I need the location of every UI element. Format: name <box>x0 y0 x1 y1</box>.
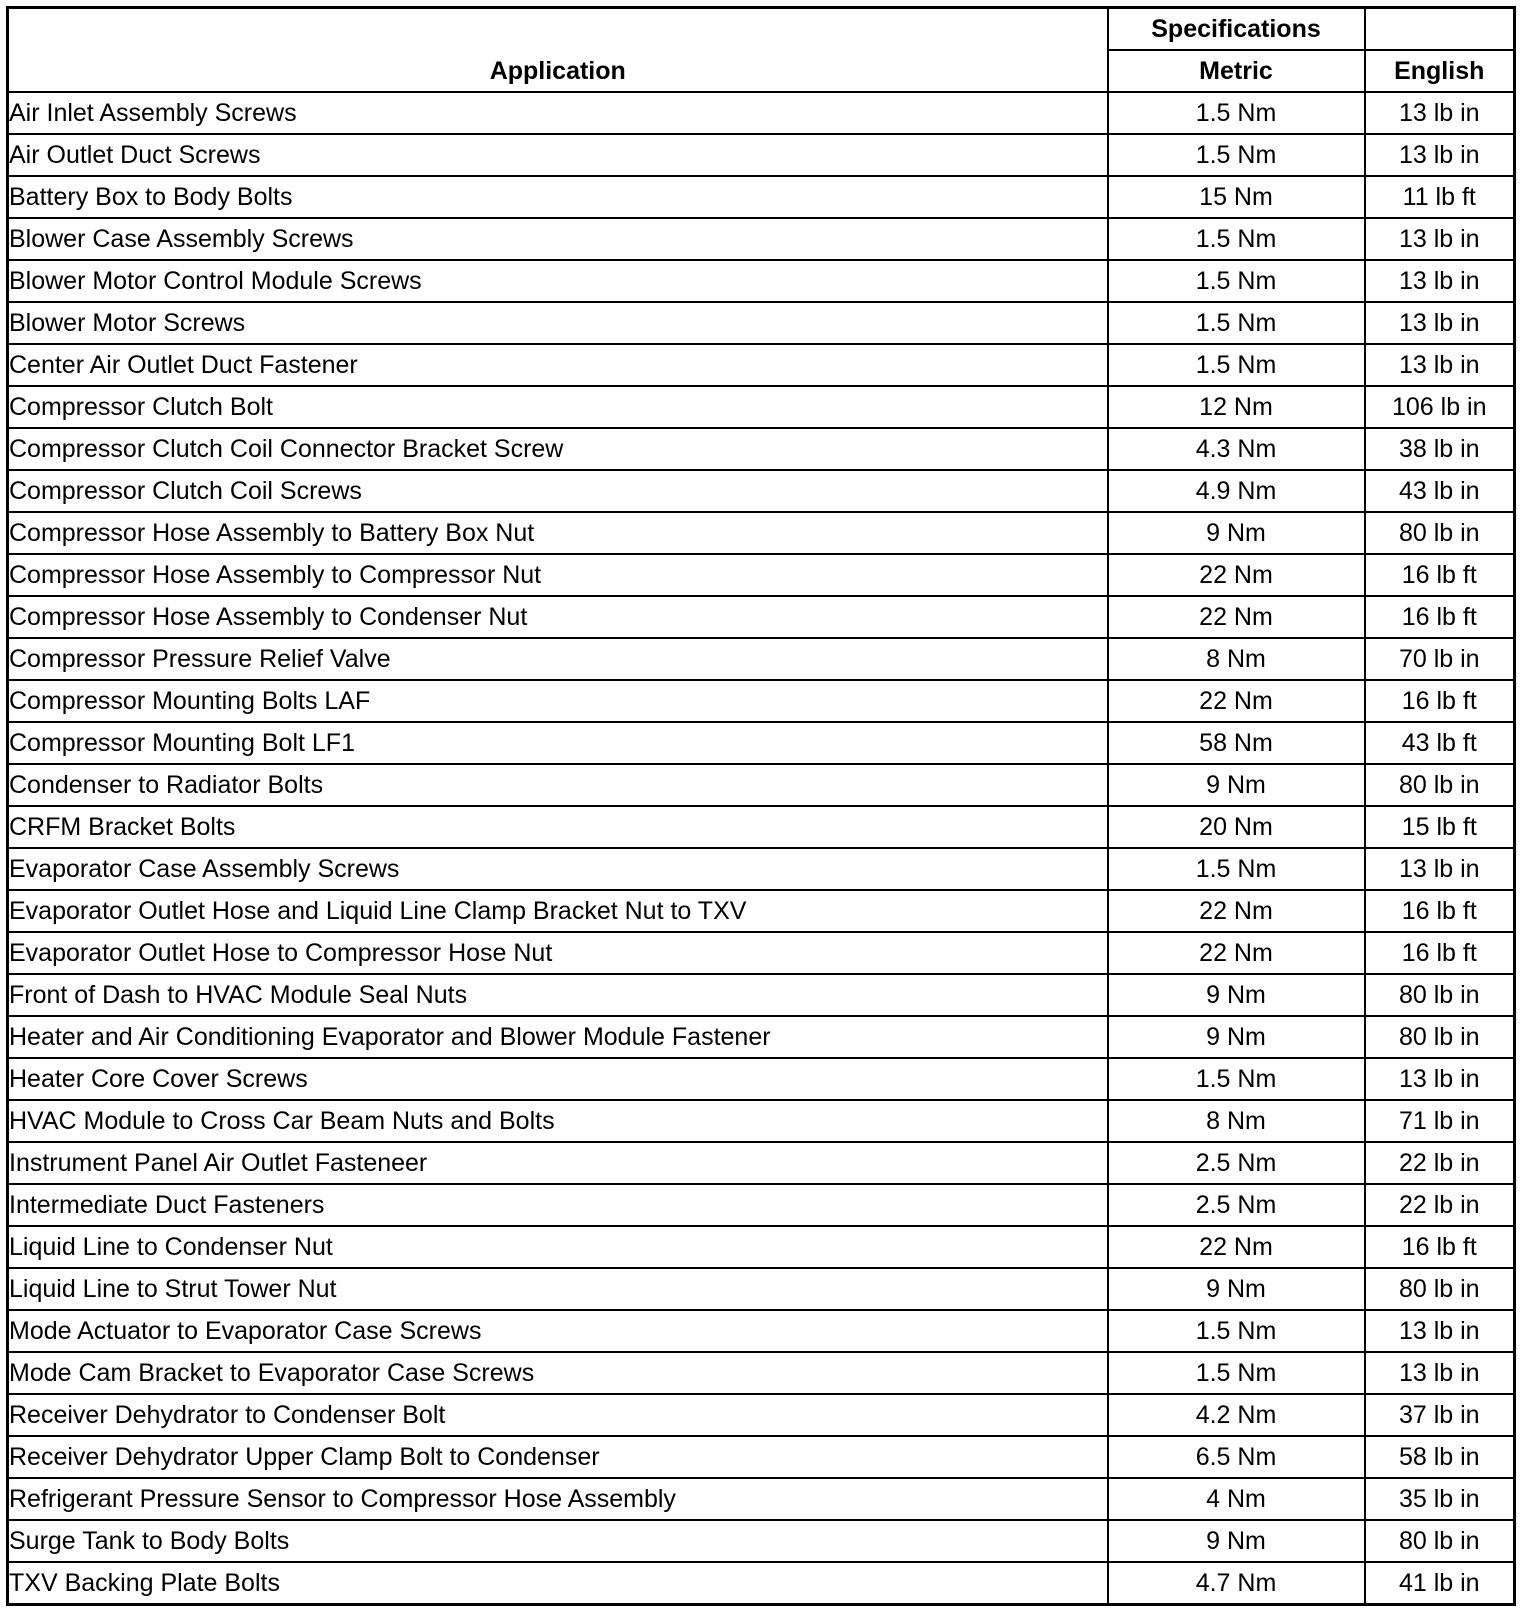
english-cell: 106 lb in <box>1365 386 1515 428</box>
application-cell: CRFM Bracket Bolts <box>8 806 1108 848</box>
metric-cell: 8 Nm <box>1108 1100 1365 1142</box>
metric-cell: 9 Nm <box>1108 512 1365 554</box>
table-row <box>8 1058 1515 1100</box>
metric-cell: 4.3 Nm <box>1108 428 1365 470</box>
table-row <box>8 932 1515 974</box>
english-cell: 70 lb in <box>1365 638 1515 680</box>
english-cell: 43 lb in <box>1365 470 1515 512</box>
english-cell: 11 lb ft <box>1365 176 1515 218</box>
header-blank-cell <box>1365 8 1515 51</box>
metric-cell: 2.5 Nm <box>1108 1184 1365 1226</box>
application-cell: Compressor Clutch Coil Connector Bracket Screw <box>8 428 1108 470</box>
table-row <box>8 806 1515 848</box>
table-row <box>8 1436 1515 1478</box>
table-row <box>8 1016 1515 1058</box>
specifications-header: Specifications <box>1108 8 1365 51</box>
english-cell: 13 lb in <box>1365 218 1515 260</box>
metric-cell: 1.5 Nm <box>1108 260 1365 302</box>
english-cell: 16 lb ft <box>1365 1226 1515 1268</box>
english-cell: 15 lb ft <box>1365 806 1515 848</box>
application-cell: Surge Tank to Body Bolts <box>8 1520 1108 1562</box>
table-row <box>8 890 1515 932</box>
table-row <box>8 1226 1515 1268</box>
application-cell: Liquid Line to Strut Tower Nut <box>8 1268 1108 1310</box>
metric-cell: 1.5 Nm <box>1108 1352 1365 1394</box>
metric-cell: 6.5 Nm <box>1108 1436 1365 1478</box>
metric-cell: 9 Nm <box>1108 1268 1365 1310</box>
header-row-top <box>8 8 1515 51</box>
english-cell: 16 lb ft <box>1365 890 1515 932</box>
metric-cell: 1.5 Nm <box>1108 1058 1365 1100</box>
application-cell: Front of Dash to HVAC Module Seal Nuts <box>8 974 1108 1016</box>
application-cell: Compressor Hose Assembly to Compressor Nut <box>8 554 1108 596</box>
table-row <box>8 92 1515 134</box>
application-cell: TXV Backing Plate Bolts <box>8 1562 1108 1605</box>
table-row <box>8 1520 1515 1562</box>
metric-cell: 4.7 Nm <box>1108 1562 1365 1605</box>
table-row <box>8 1100 1515 1142</box>
english-cell: 13 lb in <box>1365 260 1515 302</box>
english-header: English <box>1365 50 1515 92</box>
english-cell: 13 lb in <box>1365 1352 1515 1394</box>
table-row <box>8 764 1515 806</box>
application-cell: Liquid Line to Condenser Nut <box>8 1226 1108 1268</box>
english-cell: 38 lb in <box>1365 428 1515 470</box>
table-row <box>8 428 1515 470</box>
table-row <box>8 218 1515 260</box>
metric-cell: 4.9 Nm <box>1108 470 1365 512</box>
application-cell: Mode Cam Bracket to Evaporator Case Screws <box>8 1352 1108 1394</box>
metric-cell: 22 Nm <box>1108 680 1365 722</box>
table-row <box>8 554 1515 596</box>
metric-cell: 1.5 Nm <box>1108 344 1365 386</box>
english-cell: 80 lb in <box>1365 512 1515 554</box>
application-cell: Evaporator Outlet Hose to Compressor Hose Nut <box>8 932 1108 974</box>
table-row <box>8 1478 1515 1520</box>
english-cell: 22 lb in <box>1365 1184 1515 1226</box>
table-body <box>8 92 1515 1605</box>
english-cell: 22 lb in <box>1365 1142 1515 1184</box>
english-cell: 80 lb in <box>1365 1016 1515 1058</box>
table-row <box>8 344 1515 386</box>
english-cell: 16 lb ft <box>1365 932 1515 974</box>
application-cell: Compressor Hose Assembly to Condenser Nut <box>8 596 1108 638</box>
metric-cell: 4.2 Nm <box>1108 1394 1365 1436</box>
metric-cell: 1.5 Nm <box>1108 848 1365 890</box>
english-cell: 58 lb in <box>1365 1436 1515 1478</box>
table-row <box>8 470 1515 512</box>
metric-cell: 9 Nm <box>1108 764 1365 806</box>
application-cell: Compressor Clutch Bolt <box>8 386 1108 428</box>
english-cell: 71 lb in <box>1365 1100 1515 1142</box>
table-row <box>8 1268 1515 1310</box>
english-cell: 13 lb in <box>1365 1058 1515 1100</box>
table-row <box>8 1352 1515 1394</box>
english-cell: 16 lb ft <box>1365 680 1515 722</box>
table-row <box>8 722 1515 764</box>
metric-cell: 22 Nm <box>1108 932 1365 974</box>
metric-cell: 22 Nm <box>1108 890 1365 932</box>
application-cell: Heater Core Cover Screws <box>8 1058 1108 1100</box>
table-row <box>8 1310 1515 1352</box>
metric-cell: 22 Nm <box>1108 554 1365 596</box>
application-cell: Air Inlet Assembly Screws <box>8 92 1108 134</box>
table-row <box>8 1394 1515 1436</box>
metric-cell: 9 Nm <box>1108 974 1365 1016</box>
table-row <box>8 638 1515 680</box>
english-cell: 16 lb ft <box>1365 554 1515 596</box>
application-cell: Receiver Dehydrator Upper Clamp Bolt to Condenser <box>8 1436 1108 1478</box>
english-cell: 13 lb in <box>1365 302 1515 344</box>
table-row <box>8 386 1515 428</box>
application-cell: Heater and Air Conditioning Evaporator and Blower Module Fastener <box>8 1016 1108 1058</box>
application-cell: Refrigerant Pressure Sensor to Compressor Hose Assembly <box>8 1478 1108 1520</box>
fastener-spec-table <box>6 6 1516 1606</box>
table-row <box>8 596 1515 638</box>
table-row <box>8 260 1515 302</box>
table-header <box>8 8 1515 93</box>
table-row <box>8 1142 1515 1184</box>
table-row <box>8 974 1515 1016</box>
metric-cell: 1.5 Nm <box>1108 134 1365 176</box>
english-cell: 13 lb in <box>1365 1310 1515 1352</box>
application-cell: Receiver Dehydrator to Condenser Bolt <box>8 1394 1108 1436</box>
metric-header: Metric <box>1108 50 1365 92</box>
application-cell: Condenser to Radiator Bolts <box>8 764 1108 806</box>
application-header: Application <box>8 8 1108 93</box>
table-row <box>8 1562 1515 1605</box>
english-cell: 37 lb in <box>1365 1394 1515 1436</box>
english-cell: 80 lb in <box>1365 1268 1515 1310</box>
application-cell: Instrument Panel Air Outlet Fasteneer <box>8 1142 1108 1184</box>
application-cell: Compressor Hose Assembly to Battery Box Nut <box>8 512 1108 554</box>
metric-cell: 22 Nm <box>1108 1226 1365 1268</box>
application-cell: Center Air Outlet Duct Fastener <box>8 344 1108 386</box>
table-row <box>8 176 1515 218</box>
metric-cell: 1.5 Nm <box>1108 302 1365 344</box>
english-cell: 43 lb ft <box>1365 722 1515 764</box>
metric-cell: 8 Nm <box>1108 638 1365 680</box>
english-cell: 80 lb in <box>1365 764 1515 806</box>
table-row <box>8 680 1515 722</box>
english-cell: 13 lb in <box>1365 344 1515 386</box>
english-cell: 35 lb in <box>1365 1478 1515 1520</box>
application-cell: Evaporator Outlet Hose and Liquid Line Clamp Bracket Nut to TXV <box>8 890 1108 932</box>
application-cell: Compressor Clutch Coil Screws <box>8 470 1108 512</box>
metric-cell: 20 Nm <box>1108 806 1365 848</box>
english-cell: 16 lb ft <box>1365 596 1515 638</box>
metric-cell: 1.5 Nm <box>1108 218 1365 260</box>
table-row <box>8 134 1515 176</box>
application-cell: Compressor Mounting Bolt LF1 <box>8 722 1108 764</box>
table-row <box>8 302 1515 344</box>
application-cell: Intermediate Duct Fasteners <box>8 1184 1108 1226</box>
english-cell: 80 lb in <box>1365 974 1515 1016</box>
metric-cell: 9 Nm <box>1108 1016 1365 1058</box>
metric-cell: 2.5 Nm <box>1108 1142 1365 1184</box>
application-cell: Blower Case Assembly Screws <box>8 218 1108 260</box>
application-cell: Battery Box to Body Bolts <box>8 176 1108 218</box>
english-cell: 13 lb in <box>1365 92 1515 134</box>
metric-cell: 15 Nm <box>1108 176 1365 218</box>
table-row <box>8 1184 1515 1226</box>
application-cell: Air Outlet Duct Screws <box>8 134 1108 176</box>
application-cell: Mode Actuator to Evaporator Case Screws <box>8 1310 1108 1352</box>
metric-cell: 1.5 Nm <box>1108 1310 1365 1352</box>
table-row <box>8 512 1515 554</box>
metric-cell: 22 Nm <box>1108 596 1365 638</box>
table-row <box>8 848 1515 890</box>
english-cell: 13 lb in <box>1365 134 1515 176</box>
metric-cell: 58 Nm <box>1108 722 1365 764</box>
english-cell: 13 lb in <box>1365 848 1515 890</box>
metric-cell: 12 Nm <box>1108 386 1365 428</box>
metric-cell: 9 Nm <box>1108 1520 1365 1562</box>
application-cell: Compressor Mounting Bolts LAF <box>8 680 1108 722</box>
application-cell: Evaporator Case Assembly Screws <box>8 848 1108 890</box>
metric-cell: 4 Nm <box>1108 1478 1365 1520</box>
application-cell: Blower Motor Control Module Screws <box>8 260 1108 302</box>
application-cell: HVAC Module to Cross Car Beam Nuts and Bolts <box>8 1100 1108 1142</box>
english-cell: 41 lb in <box>1365 1562 1515 1605</box>
metric-cell: 1.5 Nm <box>1108 92 1365 134</box>
english-cell: 80 lb in <box>1365 1520 1515 1562</box>
application-cell: Blower Motor Screws <box>8 302 1108 344</box>
application-cell: Compressor Pressure Relief Valve <box>8 638 1108 680</box>
